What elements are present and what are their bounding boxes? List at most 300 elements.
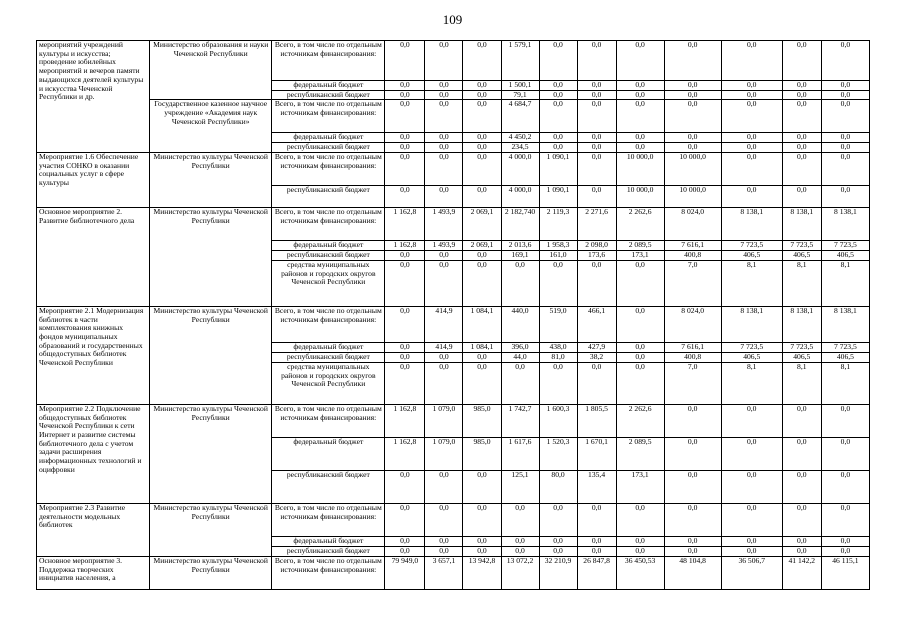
amount-cell: 1 079,0 [425,437,463,470]
amount-cell: 7,0 [664,260,721,306]
amount-cell: 125,1 [501,470,539,503]
funding-source-cell: республиканский бюджет [272,352,385,362]
amount-cell: 0,0 [577,133,616,143]
amount-cell: 0,0 [721,100,782,133]
amount-cell: 0,0 [501,503,539,536]
funding-source-cell: федеральный бюджет [272,437,385,470]
amount-cell: 406,5 [782,352,821,362]
executor-cell: Министерство культуры Чеченской Республики [150,306,272,404]
amount-cell: 0,0 [385,352,425,362]
amount-cell: 0,0 [577,503,616,536]
amount-cell: 0,0 [425,41,463,81]
funding-source-cell: федеральный бюджет [272,81,385,91]
amount-cell: 0,0 [782,133,821,143]
amount-cell: 0,0 [664,404,721,437]
amount-cell: 0,0 [577,362,616,404]
amount-cell: 0,0 [425,81,463,91]
amount-cell: 0,0 [385,185,425,207]
amount-cell: 2 271,6 [577,207,616,240]
amount-cell: 0,0 [385,546,425,556]
amount-cell: 8,1 [821,260,869,306]
amount-cell: 0,0 [385,41,425,81]
amount-cell: 0,0 [539,41,577,81]
amount-cell: 0,0 [385,250,425,260]
table-row [37,207,870,240]
amount-cell: 46 115,1 [821,556,869,589]
amount-cell: 0,0 [539,100,577,133]
amount-cell: 0,0 [821,152,869,185]
funding-source-cell: федеральный бюджет [272,536,385,546]
amount-cell: 0,0 [664,143,721,153]
funding-source-cell: республиканский бюджет [272,470,385,503]
amount-cell: 0,0 [782,536,821,546]
amount-cell: 0,0 [425,546,463,556]
amount-cell: 8,1 [782,362,821,404]
amount-cell: 161,0 [539,250,577,260]
amount-cell: 519,0 [539,306,577,342]
amount-cell: 44,0 [501,352,539,362]
executor-cell: Министерство образования и науки Чеченской Республики [150,41,272,100]
amount-cell: 0,0 [463,503,501,536]
amount-cell: 48 104,8 [664,556,721,589]
amount-cell: 0,0 [577,546,616,556]
amount-cell: 0,0 [463,546,501,556]
funding-source-cell: средства муниципальных районов и городских округов Чеченской Республики [272,362,385,404]
budget-table [36,40,870,590]
amount-cell: 0,0 [782,470,821,503]
amount-cell: 0,0 [539,536,577,546]
amount-cell: 2 182,740 [501,207,539,240]
amount-cell: 1 520,3 [539,437,577,470]
amount-cell: 1 090,1 [539,185,577,207]
amount-cell: 0,0 [463,100,501,133]
amount-cell: 406,5 [721,250,782,260]
amount-cell: 7 723,5 [821,342,869,352]
amount-cell: 0,0 [721,437,782,470]
amount-cell: 0,0 [539,133,577,143]
amount-cell: 0,0 [385,306,425,342]
table-row [37,556,870,589]
amount-cell: 0,0 [385,503,425,536]
amount-cell: 0,0 [616,546,664,556]
activity-name-cell: Мероприятие 1.6 Обеспечение участия СОНКО в оказании социальных услуг в сфере культуры [37,152,150,207]
amount-cell: 4 000,0 [501,152,539,185]
amount-cell: 7 723,5 [782,240,821,250]
amount-cell: 2 089,5 [616,240,664,250]
funding-source-cell: республиканский бюджет [272,250,385,260]
amount-cell: 0,0 [463,536,501,546]
amount-cell: 0,0 [616,260,664,306]
amount-cell: 0,0 [821,41,869,81]
amount-cell: 0,0 [821,100,869,133]
table-row [37,152,870,185]
amount-cell: 79,1 [501,90,539,100]
amount-cell: 0,0 [664,536,721,546]
amount-cell: 8,1 [821,362,869,404]
table-row [37,503,870,536]
amount-cell: 0,0 [782,437,821,470]
amount-cell: 0,0 [539,503,577,536]
amount-cell: 400,8 [664,250,721,260]
amount-cell: 0,0 [577,152,616,185]
amount-cell: 0,0 [385,90,425,100]
activity-name-cell: мероприятий учреждений культуры и искусства; проведение юбилейных мероприятий и вечеров памяти выдающихся деятелей культуры и искусства Чеченской Республики и др. [37,41,150,153]
amount-cell: 8 138,1 [782,207,821,240]
amount-cell: 440,0 [501,306,539,342]
amount-cell: 10 000,0 [664,152,721,185]
amount-cell: 0,0 [385,143,425,153]
amount-cell: 1 742,7 [501,404,539,437]
amount-cell: 0,0 [463,81,501,91]
amount-cell: 1 600,3 [539,404,577,437]
funding-source-cell: республиканский бюджет [272,143,385,153]
amount-cell: 0,0 [782,503,821,536]
amount-cell: 1 162,8 [385,207,425,240]
amount-cell: 1 805,5 [577,404,616,437]
amount-cell: 0,0 [425,503,463,536]
amount-cell: 2 262,6 [616,404,664,437]
amount-cell: 0,0 [721,133,782,143]
amount-cell: 0,0 [821,133,869,143]
amount-cell: 79 949,0 [385,556,425,589]
amount-cell: 8,1 [782,260,821,306]
amount-cell: 1 493,9 [425,240,463,250]
amount-cell: 0,0 [782,404,821,437]
amount-cell: 0,0 [616,90,664,100]
amount-cell: 0,0 [385,100,425,133]
amount-cell: 8 024,0 [664,207,721,240]
amount-cell: 169,1 [501,250,539,260]
amount-cell: 0,0 [721,503,782,536]
amount-cell: 7 723,5 [721,342,782,352]
amount-cell: 80,0 [539,470,577,503]
amount-cell: 4 684,7 [501,100,539,133]
executor-cell: Министерство культуры Чеченской Республики [150,404,272,503]
amount-cell: 0,0 [821,536,869,546]
amount-cell: 0,0 [425,250,463,260]
amount-cell: 1 162,8 [385,240,425,250]
amount-cell: 8 138,1 [721,207,782,240]
amount-cell: 0,0 [664,470,721,503]
amount-cell: 0,0 [721,185,782,207]
amount-cell: 7 723,5 [821,240,869,250]
amount-cell: 8 138,1 [721,306,782,342]
amount-cell: 0,0 [664,503,721,536]
table-row [37,100,870,133]
funding-source-cell: Всего, в том числе по отдельным источникам финансирования: [272,41,385,81]
amount-cell: 1 617,6 [501,437,539,470]
amount-cell: 0,0 [385,362,425,404]
amount-cell: 0,0 [425,362,463,404]
funding-source-cell: республиканский бюджет [272,185,385,207]
amount-cell: 0,0 [385,260,425,306]
amount-cell: 0,0 [616,352,664,362]
amount-cell: 7 616,1 [664,342,721,352]
amount-cell: 0,0 [425,152,463,185]
amount-cell: 173,1 [616,470,664,503]
amount-cell: 4 000,0 [501,185,539,207]
amount-cell: 0,0 [782,41,821,81]
amount-cell: 8 138,1 [782,306,821,342]
funding-source-cell: Всего, в том числе по отдельным источникам финансирования: [272,404,385,437]
amount-cell: 0,0 [821,81,869,91]
amount-cell: 0,0 [821,90,869,100]
amount-cell: 2 098,0 [577,240,616,250]
amount-cell: 0,0 [425,143,463,153]
amount-cell: 41 142,2 [782,556,821,589]
amount-cell: 0,0 [385,342,425,352]
funding-source-cell: Всего, в том числе по отдельным источникам финансирования: [272,306,385,342]
amount-cell: 0,0 [782,546,821,556]
funding-source-cell: федеральный бюджет [272,240,385,250]
amount-cell: 985,0 [463,404,501,437]
amount-cell: 81,0 [539,352,577,362]
amount-cell: 0,0 [664,90,721,100]
executor-cell: Министерство культуры Чеченской Республики [150,503,272,556]
amount-cell: 0,0 [539,546,577,556]
activity-name-cell: Основное мероприятие 2. Развитие библиотечного дела [37,207,150,306]
amount-cell: 0,0 [577,100,616,133]
amount-cell: 0,0 [425,352,463,362]
amount-cell: 0,0 [616,342,664,352]
amount-cell: 0,0 [664,100,721,133]
amount-cell: 0,0 [425,470,463,503]
amount-cell: 0,0 [463,143,501,153]
amount-cell: 7 616,1 [664,240,721,250]
amount-cell: 2 089,5 [616,437,664,470]
executor-cell: Министерство культуры Чеченской Республики [150,152,272,207]
amount-cell: 0,0 [664,437,721,470]
amount-cell: 0,0 [425,260,463,306]
amount-cell: 0,0 [577,260,616,306]
amount-cell: 0,0 [463,250,501,260]
amount-cell: 1 084,1 [463,306,501,342]
amount-cell: 8 138,1 [821,207,869,240]
amount-cell: 3 657,1 [425,556,463,589]
amount-cell: 0,0 [463,133,501,143]
amount-cell: 0,0 [501,546,539,556]
amount-cell: 0,0 [463,41,501,81]
amount-cell: 0,0 [782,185,821,207]
amount-cell: 0,0 [577,41,616,81]
amount-cell: 0,0 [425,90,463,100]
amount-cell: 406,5 [821,352,869,362]
amount-cell: 0,0 [539,260,577,306]
amount-cell: 0,0 [539,362,577,404]
funding-source-cell: федеральный бюджет [272,133,385,143]
executor-cell: Государственное казенное научное учреждение «Академия наук Чеченской Республики» [150,100,272,152]
executor-cell: Министерство культуры Чеченской Республики [150,207,272,306]
funding-source-cell: республиканский бюджет [272,90,385,100]
amount-cell: 234,5 [501,143,539,153]
amount-cell: 26 847,8 [577,556,616,589]
amount-cell: 0,0 [782,143,821,153]
amount-cell: 0,0 [821,470,869,503]
amount-cell: 0,0 [821,143,869,153]
amount-cell: 0,0 [425,100,463,133]
amount-cell: 0,0 [616,133,664,143]
amount-cell: 0,0 [721,404,782,437]
amount-cell: 8 138,1 [821,306,869,342]
funding-source-cell: Всего, в том числе по отдельным источникам финансирования: [272,503,385,536]
amount-cell: 1 162,8 [385,437,425,470]
funding-source-cell: федеральный бюджет [272,342,385,352]
amount-cell: 0,0 [721,546,782,556]
amount-cell: 7,0 [664,362,721,404]
amount-cell: 0,0 [821,503,869,536]
amount-cell: 0,0 [425,185,463,207]
amount-cell: 0,0 [501,260,539,306]
activity-name-cell: Мероприятие 2.3 Развитие деятельности модельных библиотек [37,503,150,556]
amount-cell: 400,8 [664,352,721,362]
activity-name-cell: Основное мероприятие 3. Поддержка творческих инициатив населения, а [37,556,150,589]
amount-cell: 0,0 [577,143,616,153]
amount-cell: 1 958,3 [539,240,577,250]
amount-cell: 0,0 [782,81,821,91]
amount-cell: 7 723,5 [721,240,782,250]
funding-source-cell: средства муниципальных районов и городских округов Чеченской Республики [272,260,385,306]
amount-cell: 36 450,53 [616,556,664,589]
amount-cell: 7 723,5 [782,342,821,352]
amount-cell: 0,0 [782,90,821,100]
amount-cell: 13 942,8 [463,556,501,589]
amount-cell: 0,0 [539,90,577,100]
amount-cell: 0,0 [616,536,664,546]
amount-cell: 406,5 [782,250,821,260]
amount-cell: 0,0 [616,81,664,91]
amount-cell: 0,0 [463,185,501,207]
amount-cell: 0,0 [616,362,664,404]
amount-cell: 0,0 [616,100,664,133]
amount-cell: 0,0 [501,536,539,546]
amount-cell: 0,0 [664,133,721,143]
amount-cell: 173,6 [577,250,616,260]
amount-cell: 0,0 [577,185,616,207]
amount-cell: 0,0 [664,546,721,556]
amount-cell: 396,0 [501,342,539,352]
amount-cell: 8 024,0 [664,306,721,342]
amount-cell: 0,0 [385,152,425,185]
amount-cell: 2 262,6 [616,207,664,240]
amount-cell: 1 493,9 [425,207,463,240]
amount-cell: 0,0 [782,152,821,185]
amount-cell: 0,0 [616,306,664,342]
amount-cell: 0,0 [821,546,869,556]
amount-cell: 0,0 [721,90,782,100]
amount-cell: 0,0 [385,81,425,91]
activity-name-cell: Мероприятие 2.1 Модернизация библиотек в части комплектования книжных фондов муниципальных образований и государственных общедоступных библиотек Чеченской Республики [37,306,150,404]
table-row [37,306,870,342]
amount-cell: 2 013,6 [501,240,539,250]
amount-cell: 0,0 [616,503,664,536]
amount-cell: 10 000,0 [664,185,721,207]
amount-cell: 1 579,1 [501,41,539,81]
amount-cell: 0,0 [664,81,721,91]
table-row [37,41,870,81]
amount-cell: 0,0 [539,81,577,91]
amount-cell: 0,0 [721,81,782,91]
amount-cell: 0,0 [821,185,869,207]
amount-cell: 1 090,1 [539,152,577,185]
amount-cell: 1 079,0 [425,404,463,437]
amount-cell: 414,9 [425,306,463,342]
amount-cell: 2 119,3 [539,207,577,240]
amount-cell: 1 670,1 [577,437,616,470]
amount-cell: 8,1 [721,260,782,306]
amount-cell: 0,0 [425,133,463,143]
amount-cell: 13 072,2 [501,556,539,589]
amount-cell: 135,4 [577,470,616,503]
amount-cell: 0,0 [539,143,577,153]
funding-source-cell: Всего, в том числе по отдельным источникам финансирования: [272,207,385,240]
amount-cell: 438,0 [539,342,577,352]
amount-cell: 1 162,8 [385,404,425,437]
amount-cell: 0,0 [463,152,501,185]
amount-cell: 0,0 [463,90,501,100]
funding-source-cell: республиканский бюджет [272,546,385,556]
amount-cell: 0,0 [463,260,501,306]
funding-source-cell: Всего, в том числе по отдельным источникам финансирования: [272,556,385,589]
amount-cell: 1 500,1 [501,81,539,91]
amount-cell: 0,0 [616,143,664,153]
amount-cell: 10 000,0 [616,185,664,207]
page-number: 109 [442,12,463,27]
executor-cell: Министерство культуры Чеченской Республики [150,556,272,589]
amount-cell: 173,1 [616,250,664,260]
amount-cell: 414,9 [425,342,463,352]
amount-cell: 2 069,1 [463,240,501,250]
amount-cell: 0,0 [616,41,664,81]
amount-cell: 406,5 [821,250,869,260]
amount-cell: 0,0 [721,152,782,185]
amount-cell: 0,0 [577,81,616,91]
amount-cell: 2 069,1 [463,207,501,240]
amount-cell: 32 210,9 [539,556,577,589]
amount-cell: 0,0 [821,404,869,437]
amount-cell: 38,2 [577,352,616,362]
amount-cell: 466,1 [577,306,616,342]
amount-cell: 0,0 [782,100,821,133]
amount-cell: 0,0 [721,536,782,546]
amount-cell: 0,0 [385,536,425,546]
amount-cell: 0,0 [664,41,721,81]
amount-cell: 8,1 [721,362,782,404]
amount-cell: 0,0 [501,362,539,404]
funding-source-cell: Всего, в том числе по отдельным источникам финансирования: [272,152,385,185]
table-row [37,404,870,437]
amount-cell: 1 084,1 [463,342,501,352]
amount-cell: 0,0 [425,536,463,546]
amount-cell: 10 000,0 [616,152,664,185]
amount-cell: 406,5 [721,352,782,362]
amount-cell: 0,0 [463,470,501,503]
amount-cell: 0,0 [821,437,869,470]
activity-name-cell: Мероприятие 2.2 Подключение общедоступных библиотек Чеченской Республики к сети Интернет и развитие системы библиотечного дела с учетом задачи расширения информационных технологий и оцифровки [37,404,150,503]
amount-cell: 0,0 [463,362,501,404]
funding-source-cell: Всего, в том числе по отдельным источникам финансирования: [272,100,385,133]
amount-cell: 0,0 [721,41,782,81]
amount-cell: 36 506,7 [721,556,782,589]
amount-cell: 427,9 [577,342,616,352]
amount-cell: 0,0 [721,470,782,503]
amount-cell: 0,0 [385,133,425,143]
amount-cell: 0,0 [463,352,501,362]
amount-cell: 0,0 [577,536,616,546]
amount-cell: 0,0 [577,90,616,100]
amount-cell: 4 450,2 [501,133,539,143]
amount-cell: 0,0 [721,143,782,153]
amount-cell: 985,0 [463,437,501,470]
